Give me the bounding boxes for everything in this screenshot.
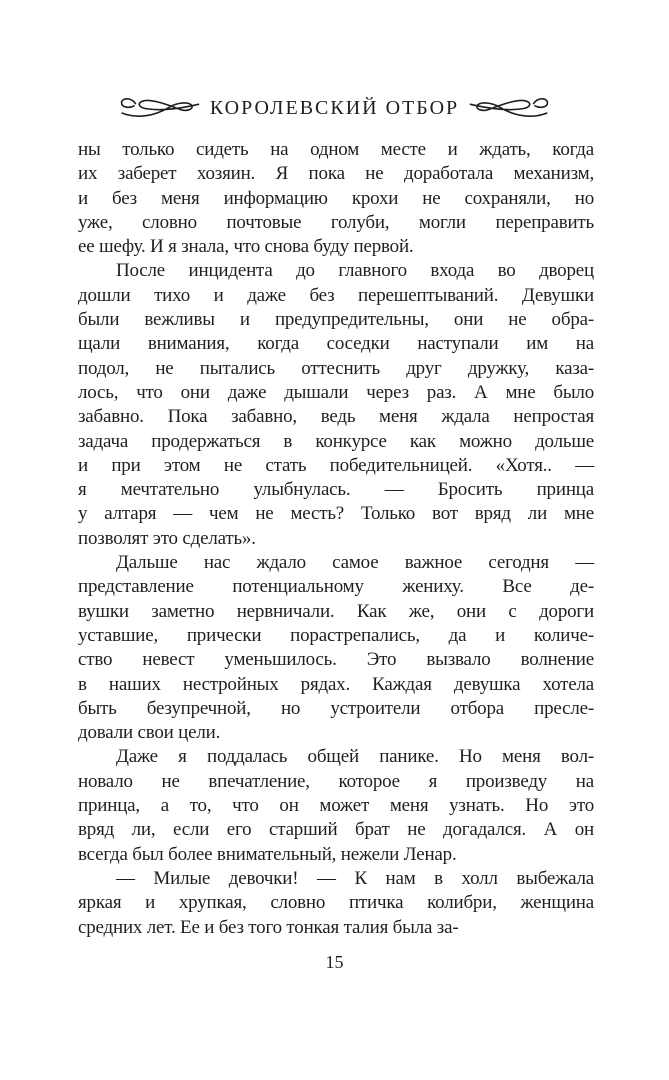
flourish-right-icon <box>469 92 557 124</box>
text-line: быть безупречной, но устроители отбора пресле- <box>78 697 594 719</box>
text-line: яркая и хрупкая, словно птичка колибри, женщина <box>78 892 594 914</box>
paragraph <box>78 867 594 940</box>
text-line: забавно. Пока забавно, ведь меня ждала непростая <box>78 406 594 428</box>
text-line: лось, что они даже дышали через раз. А мне было <box>78 381 594 403</box>
running-head <box>0 88 669 128</box>
page-title: КОРОЛЕВСКИЙ ОТБОР <box>209 96 460 119</box>
text-line: позволят это сделать». <box>78 527 256 549</box>
text-line: дошли тихо и даже без перешептываний. Девушки <box>78 284 594 306</box>
text-line: я мечтательно улыбнулась. — Бросить принца <box>78 479 594 501</box>
text-line: в наших нестройных рядах. Каждая девушка хотела <box>78 673 594 695</box>
flourish-left-icon <box>112 92 200 124</box>
text-line: уже, словно почтовые голуби, могли переправить <box>78 211 594 233</box>
text-line: После инцидента до главного входа во дворец <box>116 260 594 282</box>
text-line: Даже я поддалась общей панике. Но меня вол- <box>116 746 594 768</box>
text-line: вушки заметно нервничали. Как же, они с дороги <box>78 600 594 622</box>
text-line: и при этом не стать победительницей. «Хотя.. — <box>78 454 594 476</box>
text-line: щали внимания, когда соседки наступали им на <box>78 333 594 355</box>
text-line: представление потенциальному жениху. Все де- <box>78 576 594 598</box>
paragraph <box>78 138 594 259</box>
text-line: — Милые девочки! — К нам в холл выбежала <box>116 867 594 889</box>
text-line: уставшие, прически порастрепались, да и количе- <box>78 624 594 646</box>
text-line: Дальше нас ждало самое важное сегодня — <box>116 552 594 574</box>
paragraph <box>78 745 594 866</box>
page-number: 15 <box>325 952 344 972</box>
text-line: ны только сидеть на одном месте и ждать, когда <box>78 139 594 160</box>
paragraph <box>78 551 594 745</box>
text-line: вряд ли, если его старший брат не догадался. А он <box>78 819 594 841</box>
text-line: были вежливы и предупредительны, они не обра- <box>78 309 594 331</box>
text-line: средних лет. Ее и без того тонкая талия была за- <box>78 916 459 938</box>
text-line: и без меня информацию крохи не сохраняли, но <box>78 187 594 209</box>
text-block <box>78 138 594 940</box>
text-line: задача продержаться в конкурсе как можно дольше <box>78 430 594 452</box>
text-line: ство невест уменьшилось. Это вызвало волнение <box>78 649 594 671</box>
text-line: подол, не пытались оттеснить друг дружку, каза- <box>78 357 594 379</box>
text-line: всегда был более внимательный, нежели Ленар. <box>78 843 457 865</box>
text-line: принца, а то, что он может меня узнать. Но это <box>78 795 594 817</box>
paragraph <box>78 259 594 551</box>
text-line: ее шефу. И я знала, что снова буду первой. <box>78 236 414 258</box>
text-line: их заберет хозяин. Я пока не доработала механизм, <box>78 163 594 185</box>
text-line: новало не впечатление, которое я произведу на <box>78 770 594 792</box>
text-line: у алтаря — чем не месть? Только вот вряд ли мне <box>78 503 594 525</box>
text-line: довали свои цели. <box>78 722 221 744</box>
